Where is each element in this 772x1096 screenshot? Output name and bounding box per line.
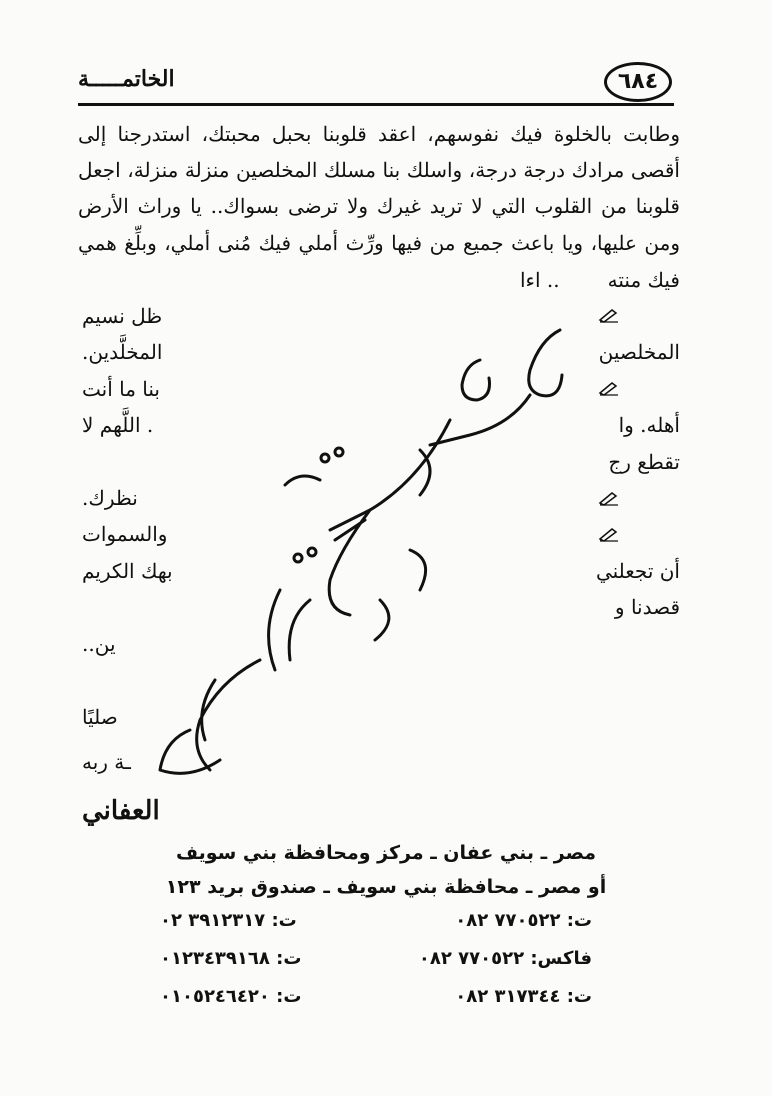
contact-right-1: ت: ٧٧٠٥٢٢ ٠٨٢ [455,910,592,931]
frag-k-right: صليًا [82,705,118,729]
frag-l-right: ـة ربه [82,750,131,774]
header-rule [78,103,674,106]
contact-left-2: ت: ٠١٢٣٤٣٩١٦٨ [160,948,302,969]
contact-left-1: ت: ٣٩١٢٣١٧ ٠٢ [160,910,297,931]
address-line-1: مصر ـ بني عفان ـ مركز ومحافظة بني سويف [175,842,597,864]
frag-g-right: والسموات [82,522,168,546]
body-line-5-end: .. اءا [520,268,560,292]
frag-h-left: أن تجعلني [595,559,680,583]
frag-i-left: قصدنا و [614,595,680,619]
running-title: الخاتمـــــة [78,66,175,92]
publisher-name: العفاني [82,796,160,826]
page-number-text: ٦٨٤ [617,69,659,94]
address-line-2: أو مصر ـ محافظة بني سويف ـ صندوق بريد ١٢٣ [165,876,607,898]
frag-d-left: أهله. وا [618,413,680,437]
frag-e-left: تقطع رج [608,450,680,474]
frag-b-right: المخلَّدين. [82,340,163,364]
body-line-2: أقصى مرادك درجة درجة، واسلك بنا مسلك المخلصين منزلة منزلة، اجعل [78,158,680,182]
frag-c-right: بنا ما أنت [82,377,160,401]
page-header [78,56,674,106]
frag-f-right: نظرك. [82,486,138,510]
pen-icon [598,490,620,506]
pen-icon [598,526,620,542]
body-line-4: ومن عليها، ويا باعث جميع من فيها ورِّث أملي فيك مُنى أملي، وبلِّغ همي [78,231,680,255]
page-number [604,62,672,102]
frag-b-left: المخلصين [598,340,680,364]
frag-a-right: ظل نسيم [82,304,163,328]
pen-icon [598,380,620,396]
pen-icon [598,307,620,323]
frag-d-right: . اللَّهم لا [82,413,154,437]
contact-right-3: ت: ٣١٧٣٤٤ ٠٨٢ [455,986,592,1007]
body-line-3: قلوبنا من القلوب التي لا تريد غيرك ولا ترضى بسواك.. يا وراث الأرض [78,194,680,218]
contact-left-3: ت: ٠١٠٥٢٤٦٤٢٠ [160,986,302,1007]
body-line-1: وطابت بالخلوة فيك نفوسهم، اعقد قلوبنا بحبل محبتك، استدرجنا إلى [78,122,680,146]
frag-h-right: بهك الكريم [82,559,173,583]
watermark-graphic [120,300,590,800]
frag-j-right: ين.. [82,632,116,656]
contact-right-2: فاكس: ٧٧٠٥٢٢ ٠٨٢ [418,948,592,969]
body-line-5-start: فيك منته [607,268,680,292]
watermark [120,300,590,800]
